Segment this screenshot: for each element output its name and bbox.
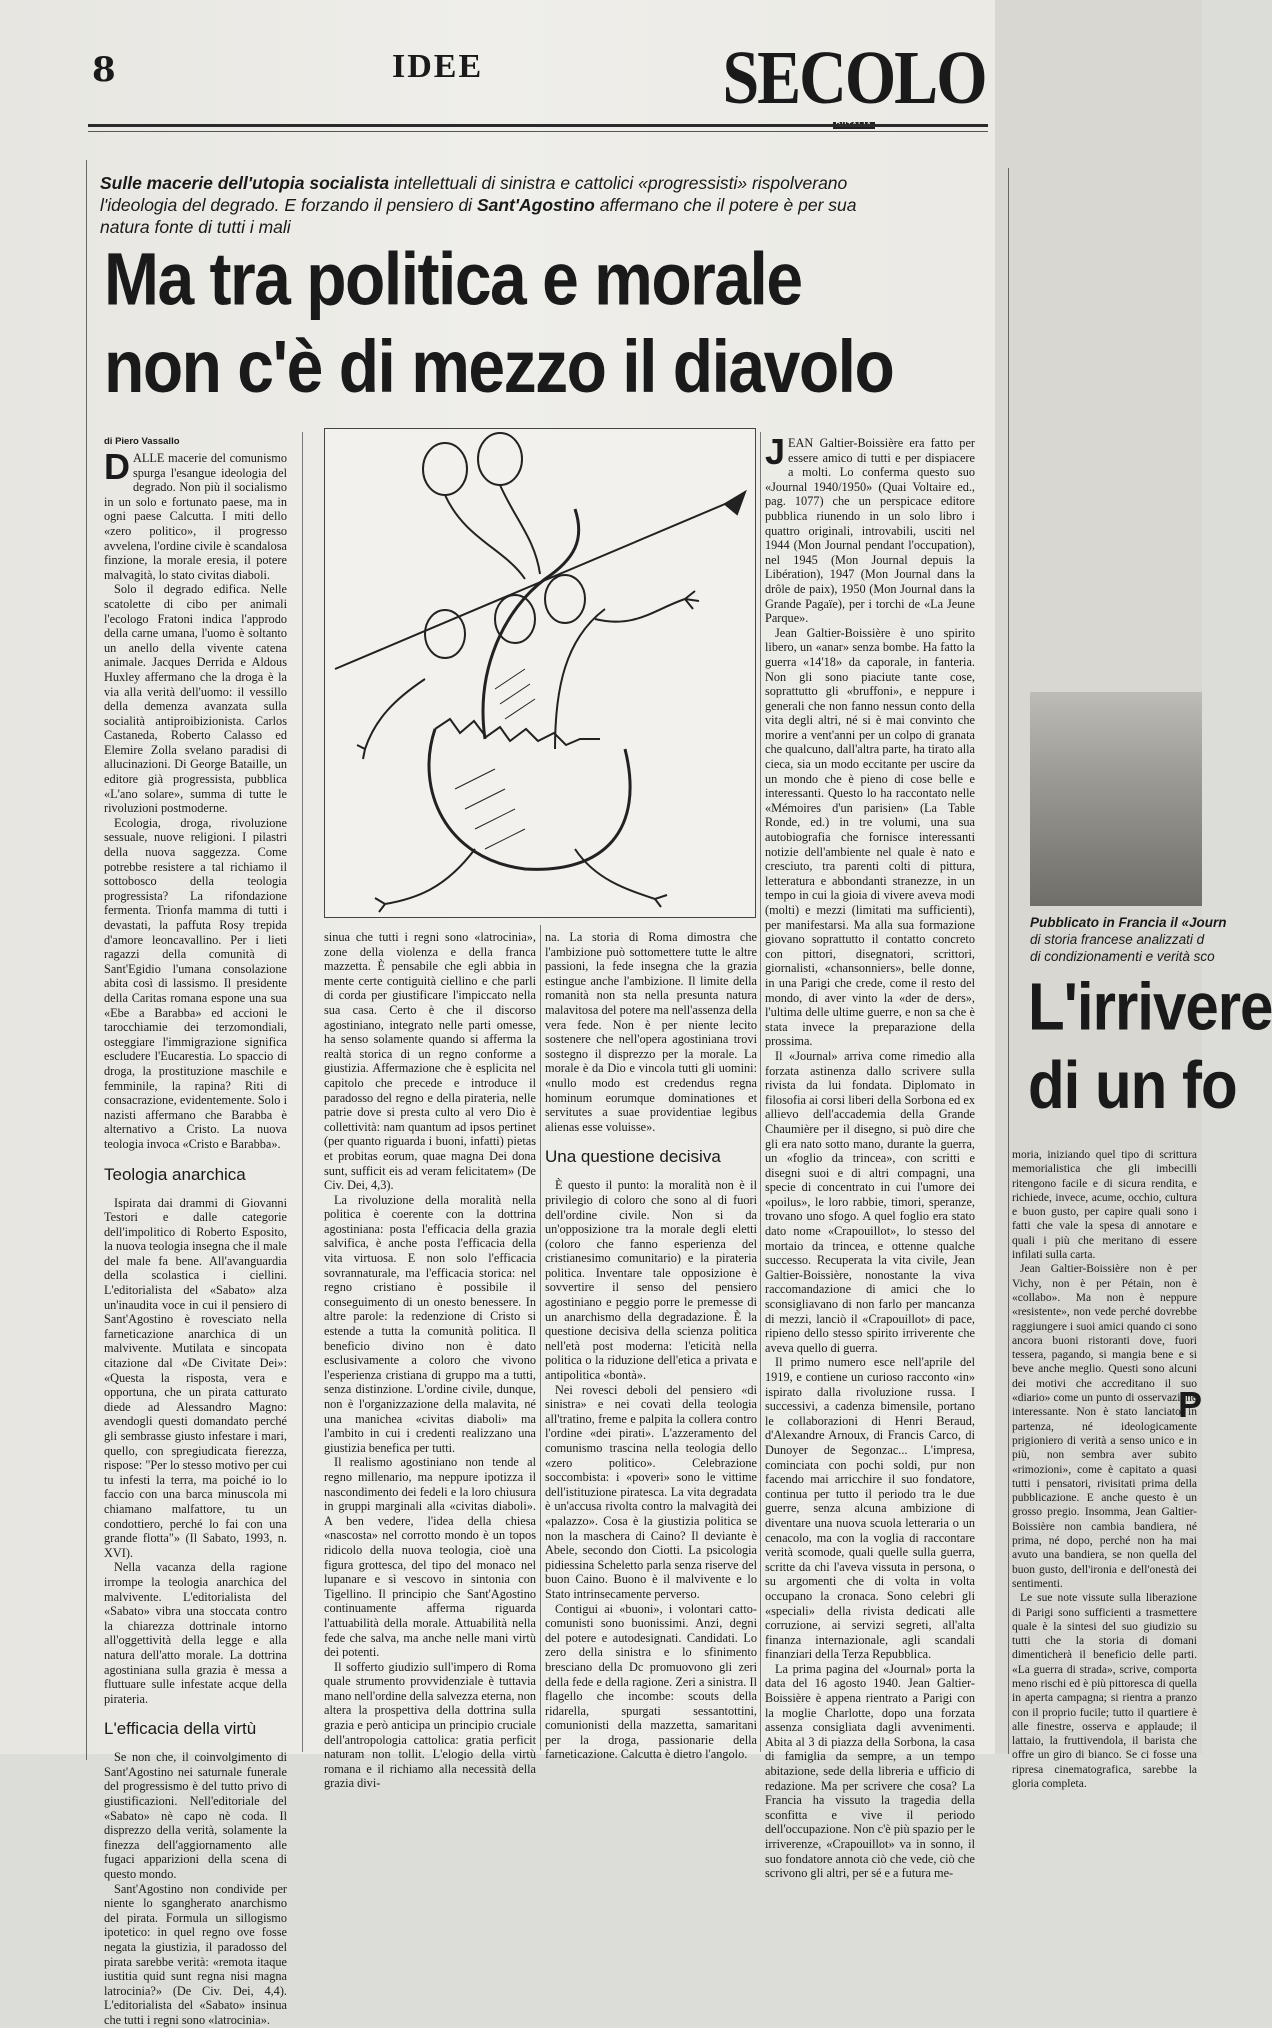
paragraph: ALLE macerie del comunismo spurga l'esangue ideologia del degrado. Non più il socialismo in un solo e fortunato paese, ma in ogni paese Calcutta. I miti dello «zero politico», il progresso avvelena, l'ordine civile è scandalosa finzione, la morale eresia, il potere malvagità, lo stato civitas diaboli. — [104, 451, 287, 582]
article-column-3 — [545, 930, 757, 1762]
page-number: 8 — [92, 50, 116, 90]
article-column-4 — [765, 431, 975, 1881]
paragraph: Jean Galtier-Boissière non è per Vichy, non è per Pétain, non è «collabo». Ma non è neppure «resistente», non vede perché dovrebbe raggiungere i suoi amici quando ci sono ancora buoni ristoranti dove, fuori tessera, pagando, si mangia bene e si beve anche meglio. Questi sono alcuni dei motivi che accreditano il suo «diario» come un punto di osservazione interessante. Non è stato lanciato in partenza, né ideologicamente prigioniero di verità a senso unico e in più, non sembra aver subito «rimozioni», come è capitato a quasi tutti i pensatori, rivisitati prima della pubblicazione. E anche questo è un grosso pregio. Insomma, Jean Galtier-Boissière non cambia bandiera, né prima, né dopo, perché non ha mai avuto una bandiera, se non quella del buon gusto, dell'ironia e dell'onestà dei sentimenti. — [1012, 1263, 1197, 1590]
left-margin-rule — [86, 160, 87, 1760]
paragraph: Il sofferto giudizio sull'impero di Roma quale strumento provvidenziale è tuttavia mano nell'ordine della salvezza eterna, non altera la prospettiva della dottrina sulla grazia e però anticipa un principio cruciale dell'antropologia cattolica: gratia perficit naturam non tollit. L'elogio della virtù romana e il richiamo alla necessità della grazia divi- — [324, 1659, 536, 1791]
paragraph: EAN Galtier-Boissière era fatto per essere amico di tutti e per dispiacere a molti. Lo conferma questo suo «Journal 1940/1950» (Quai Voltaire ed., pag. 1077) che un perspicace editore pubblica riunendo in un solo libro i quattro originali, introvabili, usciti nel 1944 (Mon Journal pendant l'occupation), nel 1945 (Mon Journal depuis la Libération), 1947 (Mon Journal dans la drôle de paix), 1950 (Mon Journal dans la Grande Pagaïe), per i torchi de «La Jeune Parque». — [765, 436, 975, 626]
article-headline — [104, 235, 894, 410]
logo-text: SECOLO — [722, 36, 986, 121]
column-rule — [760, 432, 761, 1752]
article-overline — [100, 172, 880, 238]
paragraph: Le sue note vissute sulla liberazione di Parigi sono sufficienti a trasmettere quale è la sintesi del suo giudizio su tutti che la storia di domani dimenticherà il beneficio delle parti. «La guerra di strada», scrive, comporta meno rischi ed è più pittoresca di quella in aperta campagna; si rientra a pranzo con il proprio fucile; tutto il quartiere è alle finestre, osserva e applaude; il lattaio, la fruttivendola, il barista che offre un giro di bianco. Se ci fosse una ripresa cinematografica, sarebbe la gloria completa. — [1012, 1592, 1197, 1791]
paragraph: Il «Journal» arriva come rimedio alla forzata astinenza dallo scrivere sulla rivista da lui fondata. Diplomato in filosofia ai corsi liberi della Sorbona ed ex allievo dell'accademia della Grande Chaumière per il disegno, si può dire che gli era nato sotto mano, durante la guerra, un «foglio da trincea», con scritti e disegni suoi e di altri compagni, una specie di concentrato in cui l'umore dei «poilus», le loro rabbie, timori, speranze, trovano uno sfogo. A quel foglio era stato dato nome «Crapouillot», lo stesso del mortaio da trincea, e ottenne qualche successo. Recuperata la vita civile, Jean Galtier-Boissière, nonostante la viva raccomandazione di amici che lo sconsigliavano di non farlo per mancanza di mezzi, lanciò il «Crapouillot» di pace, ripieno dello stesso spirito irriverente che aveva quello di guerra. — [765, 1048, 975, 1355]
paragraph: Il primo numero esce nell'aprile del 1919, e contiene un curioso racconto «in» ispirato dalla rivoluzione russa. I successivi, a cadenza bimensile, portano le collaborazioni di Henri Beraud, d'Alexandre Arnoux, di Francis Carco, di Dunoyer de Segonzac... L'impresa, cominciata con pochi soldi, pur non facendo mai arricchire il suo fondatore, continua per tutto il periodo tra le due guerre, senza alcuna ambizione di diventare una nuova scuola letteraria o un cenacolo, ma con la voglia di raccontare verità scomode, quali quelle sulla guerra, scritte da chi l'aveva vissuta in persona, o su argomenti che di volta in volta occupano la cronaca. Sono celebri gli «speciali» della rivista dedicati alle corruzione, ai servizi segreti, all'alta finanza internazionale, agli scandali finanziari della Terza Repubblica. — [765, 1355, 975, 1662]
paragraph: Nei rovesci deboli del pensiero «di sinistra» e nei covatì della teologia all'tratino, freme e palpita la collera contro l'ordine «dei pirati». L'azzeramento del comunismo trascina nella teologia dello «zero politico». Celebrazione soccombista: i «poveri» sono le vittime dell'istituzione piratesca. La vita degradata è un'accusa rivolta contro la malvagità dei «palazzo». Cosa è la giustizia politica se non la maschera di Caino? Il deviante è Abele, secondo don Ciotti. La psicologia pidiessina Scheletto parla senza riserve del buon Caino. Buono è il malvivente e lo Stato intrinsecamente perverso. — [545, 1382, 757, 1601]
article-column-1 — [104, 436, 287, 2027]
paragraph: La prima pagina del «Journal» porta la data del 16 agosto 1940. Jean Galtier-Boissière è appena rientrato a Parigi con la moglie Charlotte, dopo una forzata assenza consigliata dagli avvenimenti. Abita al 3 di piazza della Sorbona, la casa di famiglia da sempre, a un tempo abitazione, sede della libreria e ufficio di redazione. Ma per scrivere che cosa? La Francia ha vissuto la tragedia della sconfitta e vive il periodo dell'occupazione. Non c'è più spazio per le irriverenze, «Crapouillot» va in sonno, il suo fondatore annota ciò che vede, ciò che scrivono gli altri, per sé e a futura me- — [765, 1661, 975, 1881]
overline-bold-2: Sant'Agostino — [476, 195, 595, 215]
paragraph: Il realismo agostiniano non tende al regno millenario, ma neppure ipotizza il nascondimento dei fedeli e la loro chiusura in gruppi marginali alla «civitas diaboli». A ben vedere, l'idea della chiesa «nascosta» nel corrotto mondo è un topos ridicolo della nuova teologia, cioè una figura grottesca, del tipo del monaco nel lupanare e sì vescovo in sintonia con Tigellino. Il principio che Sant'Agostino continuamente afferma riguarda l'attuabilità della morale. Attuabilità nella fede che salva, ma anche nelle mani virtù dei potenti. — [324, 1455, 536, 1660]
subheading-teologia-anarchica: Teologia anarchica — [104, 1164, 246, 1184]
headline-line-2: non c'è di mezzo il diavolo — [104, 324, 894, 408]
paragraph: Solo il degrado edifica. Nelle scatolette di cibo per animali l'ecologo Fratoni indica l'approdo della carne umana, l'uomo è soltanto un anello della vivente catena animale. Jacques Derrida e Aldous Huxley affermano che la droga è la via alla verità dell'uomo: il vessillo della demenza avanzata sulla socialità antiproibizionista. Carlos Castaneda, Roberto Calasso ed Elemire Zolla svelano paradisi di allucinazioni. Di George Bataille, un editore già progressista, pubblica «L'ano solare», summa di tutte le rivoluzioni postmoderne. — [104, 582, 287, 816]
drop-cap: D — [104, 446, 130, 487]
paragraph: Ispirata dai drammi di Giovanni Testori e dalle categorie dell'impolitico di Roberto Esposito, la nuova teologia insegna che il male del male fa bene. All'avanguardia della scolastica i ciellini. L'editorialista del «Sabato» alza un'inaudita voce in cui il pensiero di Sant'Agostino è rovesciato nella farneticazione anarchica di un malvivente. Mutilata e sincopata citazione dal «De Civitate Dei»: «Questa la risposta, vera e opportuna, che un pirata catturato diede ad Alessandro Magno: avendogli questi domandato perché gli sembrasse giusto infestare i mari, quello, con spregiudicata fierezza, rispose: "Per lo stesso motivo per cui tu infesti la terra, ma poiché io lo faccio con una barca minuscola mi chiamano malfattore, tu un condottiero, perché lo fai con una grande flotta"» (Il Sabato, 1993, n. XVI). — [104, 1195, 287, 1560]
paragraph: moria, iniziando quel tipo di scrittura memorialistica che gli imbecilli ritengono facile e di sicura rendita, e richiede, invece, acume, occhio, cultura e buon gusto, per capire quali sono i fatti che vale la spesa di annotare e quali i più che meritano di essere infilati sulla carta. — [1012, 1149, 1197, 1262]
subheading-questione-decisiva: Una questione decisiva — [545, 1147, 721, 1167]
masthead-logo — [718, 36, 990, 126]
adjacent-headline-line-2: di un fo — [1028, 1047, 1237, 1123]
adjacent-photo — [1030, 692, 1202, 906]
paragraph: Jean Galtier-Boissière è uno spirito libero, un «anar» senza bombe. Ha fatto la guerra «14'18» da caporale, in fanteria. Non gli sono piaciute tante cose, soprattutto gli «bruffoni», e neppure i generali che non fanno nessun conto della vita degli altri, né si è mai convinto che morire a vent'anni per un colpo di granata che qualcuno, dall'altra parte, ha tirato alla cieca, sia un modo eccitante per uscire da un mondo che è pieno di cose belle e interessanti. Questo lo ha raccontato nelle «Mémoires d'un parisien» (La Table Ronde, ed.) in tre volumi, una sua autobiografia che fornisce interessanti notizie dell'ambiente nel quale è nato e cresciuto, tra parenti colti di pittura, letteratura e abbondanti stranezze, in un tempo in cui la gioia di vivere aveva modi (molti) e mezzi (limitati ma sufficienti), per manifestarsi. Ma alla sua formazione giovano soprattutto il contatto concreto con pittori, disegnatori, scrittori, giornalisti, «chansonniers», belle donne, in una Parigi che crede, come il resto del mondo, di aver vinto la «der de ders», l'ultima delle ultime guerre, e non sa che è stata invece la preparazione della prossima. — [765, 625, 975, 1049]
header-rule — [88, 124, 988, 127]
overline-text-1: intellettuali di sinistra e cattolici «progressisti» rispolverano l'ideologia del degrado. E forzando il pensiero di — [100, 173, 848, 215]
paragraph: Contigui ai «buoni», i volontari catto-comunisti sono buonissimi. Anzi, degni del potere e autodesignati. Candidati. Lo zero della sinistra e lo sfinimento bresciano della Dc promuovono gli zeri della fede e della ragione. Zeri a sinistra. Il flagello che incombe: scouts della ridarella, spurgati sessantottini, comunionisti della mazzetta, samaritani per la droga, passionarie della farneticazione. Calcutta è dietro l'angolo. — [545, 1601, 757, 1762]
paragraph: sinua che tutti i regni sono «latrocinia», zone della violenza e della franca mazzetta. È pensabile che egli abbia in mente certe contiguità ciellino e che parli di corda per giustificare l'impiccato nella sua casa. Certo è che il discorso agostiniano, integrato nelle parti omesse, ha senso solamente quando si afferma la realtà storica di un regno conforme a giustizia. Affermazione che è esplicita nel capitolo che precede e introduce il paradosso del regno e della pirateria, nelle patrie dove si presta culto al vero Dio è collettività: nam quantum ad ipsos pertinet (per quanto riguarda i buoni, infatti) pietas et probitas eorum, quae magna Dei dona sunt, sufficit eis ad veram felicitatem» (De Civ. Dei, 4,3). — [324, 930, 536, 1193]
paragraph: Nella vacanza della ragione irrompe la teologia anarchica del malvivente. L'editorialista del «Sabato» vibra una stoccata contro la chiarezza dottrinale intorno all'oggettività della legge e alla natura dell'atto morale. La dottrina agostiniana sulla grazia è messa a fluttuare sulle infestate acque della pirateria. — [104, 1560, 287, 1706]
adjacent-headline — [1028, 968, 1272, 1125]
paragraph: Se non che, il coinvolgimento di Sant'Agostino nei saturnale funerale del progressismo è del tutto privo di giustificazioni. Nell'editoriale del «Sabato» nè capo nè coda. Il disprezzo della verità, solamente la finezza dell'aggiornamento alle fugaci apparizioni della scena di questo mondo. — [104, 1750, 287, 1882]
subheading-efficacia-virtu: L'efficacia della virtù — [104, 1719, 257, 1739]
article-column-2 — [324, 930, 536, 1791]
paragraph: Ecologia, droga, rivoluzione sessuale, nuove religioni. I pilastri della nuova saggezza. Come potrebbe resistere a tal richiamo il sottobosco della teologia progressista? La rifondazione fermenta. Trionfa mamma di tutti i devastati, la paffuta Rosy trepida d'amore leoncavallino. Per i lieti ragazzi della comunità di Sant'Egidio l'umana consolazione abita così di lassismo. Il presidente della Caritas romana espone una sua «Ebe a Barabba» ed accioni le tarocchiamie dei terzomondiali, osteggiare l'immigrazione significa escludere l'Eucarestia. Lo spaccio di droga, la prostituzione maschile e femminile, la rapina? Riti di consacrazione, evidentemente. Solo i nazisti affermano che Barabba è alternativo a Cristo. La nuova teologia invoca «Cristo e Barabba». — [104, 815, 287, 1151]
paragraph: Sant'Agostino non condivide per niente lo sgangherato anarchismo del pirata. Formula un sillogismo ipotetico: in quel regno ove fosse negata la giustizia, il paradosso del pirata sarebbe verità: «remota itaque iustitia quid sunt regna nisi magna latrocinia?» (De Civ. Dei, 4,4). L'editorialista del «Sabato» insinua che tutti i regni sono «latrocinia». — [104, 1881, 287, 2027]
paragraph: È questo il punto: la moralità non è il privilegio di coloro che sono al di fuori dell'ordine civile. Non si da un'opposizione tra la morale degli eletti (coloro che fanno esperienza del cristianesimo comunitario) e la pirateria politica. Inventare tale opposizione è sovvertire il senso del pensiero agostiniano e peggio porre le premesse di un anarchismo della degradazione. È la questione decisiva della scienza politica nell'età post moderna: l'eticità nella politica o la riduzione dell'etica a privata e antipolitica «bontà». — [545, 1178, 757, 1383]
overline-text-2: affermano che il potere è per sua natura fonte di tutti i mali — [100, 195, 857, 237]
caption-line-3: di condizionamenti e verità sco — [1030, 949, 1215, 964]
caption-line-2: di storia francese analizzati d — [1030, 932, 1205, 947]
column-rule — [540, 925, 541, 1750]
headline-line-1: Ma tra politica e morale — [104, 237, 802, 321]
caption-line-1: Pubblicato in Francia il «Journ — [1030, 915, 1227, 930]
adjacent-headline-line-1: L'irrivere — [1028, 969, 1272, 1045]
adjacent-border — [1008, 168, 1009, 1754]
illustration-devil-egg — [324, 428, 756, 918]
overline-bold-1: Sulle macerie dell'utopia socialista — [100, 173, 390, 193]
paragraph: La rivoluzione della moralità nella politica è coerente con la dottrina agostiniana: posta l'efficacia della grazia salvifica, è anche posta l'efficacia della vita virtuosa. E non solo l'efficacia sovrannaturale, ma l'efficacia storica: nel regno cristiano è possibile il conseguimento di un onesto benessere. In altre parole: la redenzione di Cristo si estende a tutta la comunità politica. Il beneficio divino non è dato esclusivamente a coloro che vivono l'esperienza cristiana di gruppo ma a tutti, senza distinzione. L'ordine civile, dunque, non è l'organizzazione della malavita, né una manichea «civitas diaboli» ma l'ambito in cui i credenti realizzano una giustizia benefica per tutti. — [324, 1192, 536, 1455]
section-title: IDEE — [392, 48, 484, 85]
byline: di Piero Vassallo — [104, 436, 180, 447]
illustration-drawing — [325, 429, 755, 917]
drop-cap: J — [765, 431, 786, 472]
adjacent-big-letter: P — [1178, 1384, 1203, 1425]
column-rule — [302, 432, 303, 1752]
header-rule-thin — [88, 131, 988, 132]
paragraph: na. La storia di Roma dimostra che l'ambizione può sottomettere tutte le altre passioni, la fede insegna che la grazia estingue anche l'ambizione. Il limite della romanità non sta nella presunta natura malavitosa del potere ma nell'assenza della vera fede. Non è per niente lecito sostenere che nell'opera agostiniana trovi sostegno il disprezzo per la morale. La morale è da Dio e vincola tutti gli uomini: «nullo modo est credendus regna hominum eorumque dominationes et servitutes a suae providentiae legibus alienas esse voluisse». — [545, 930, 757, 1134]
adjacent-text — [1012, 1148, 1197, 1791]
adjacent-caption — [1030, 914, 1227, 965]
